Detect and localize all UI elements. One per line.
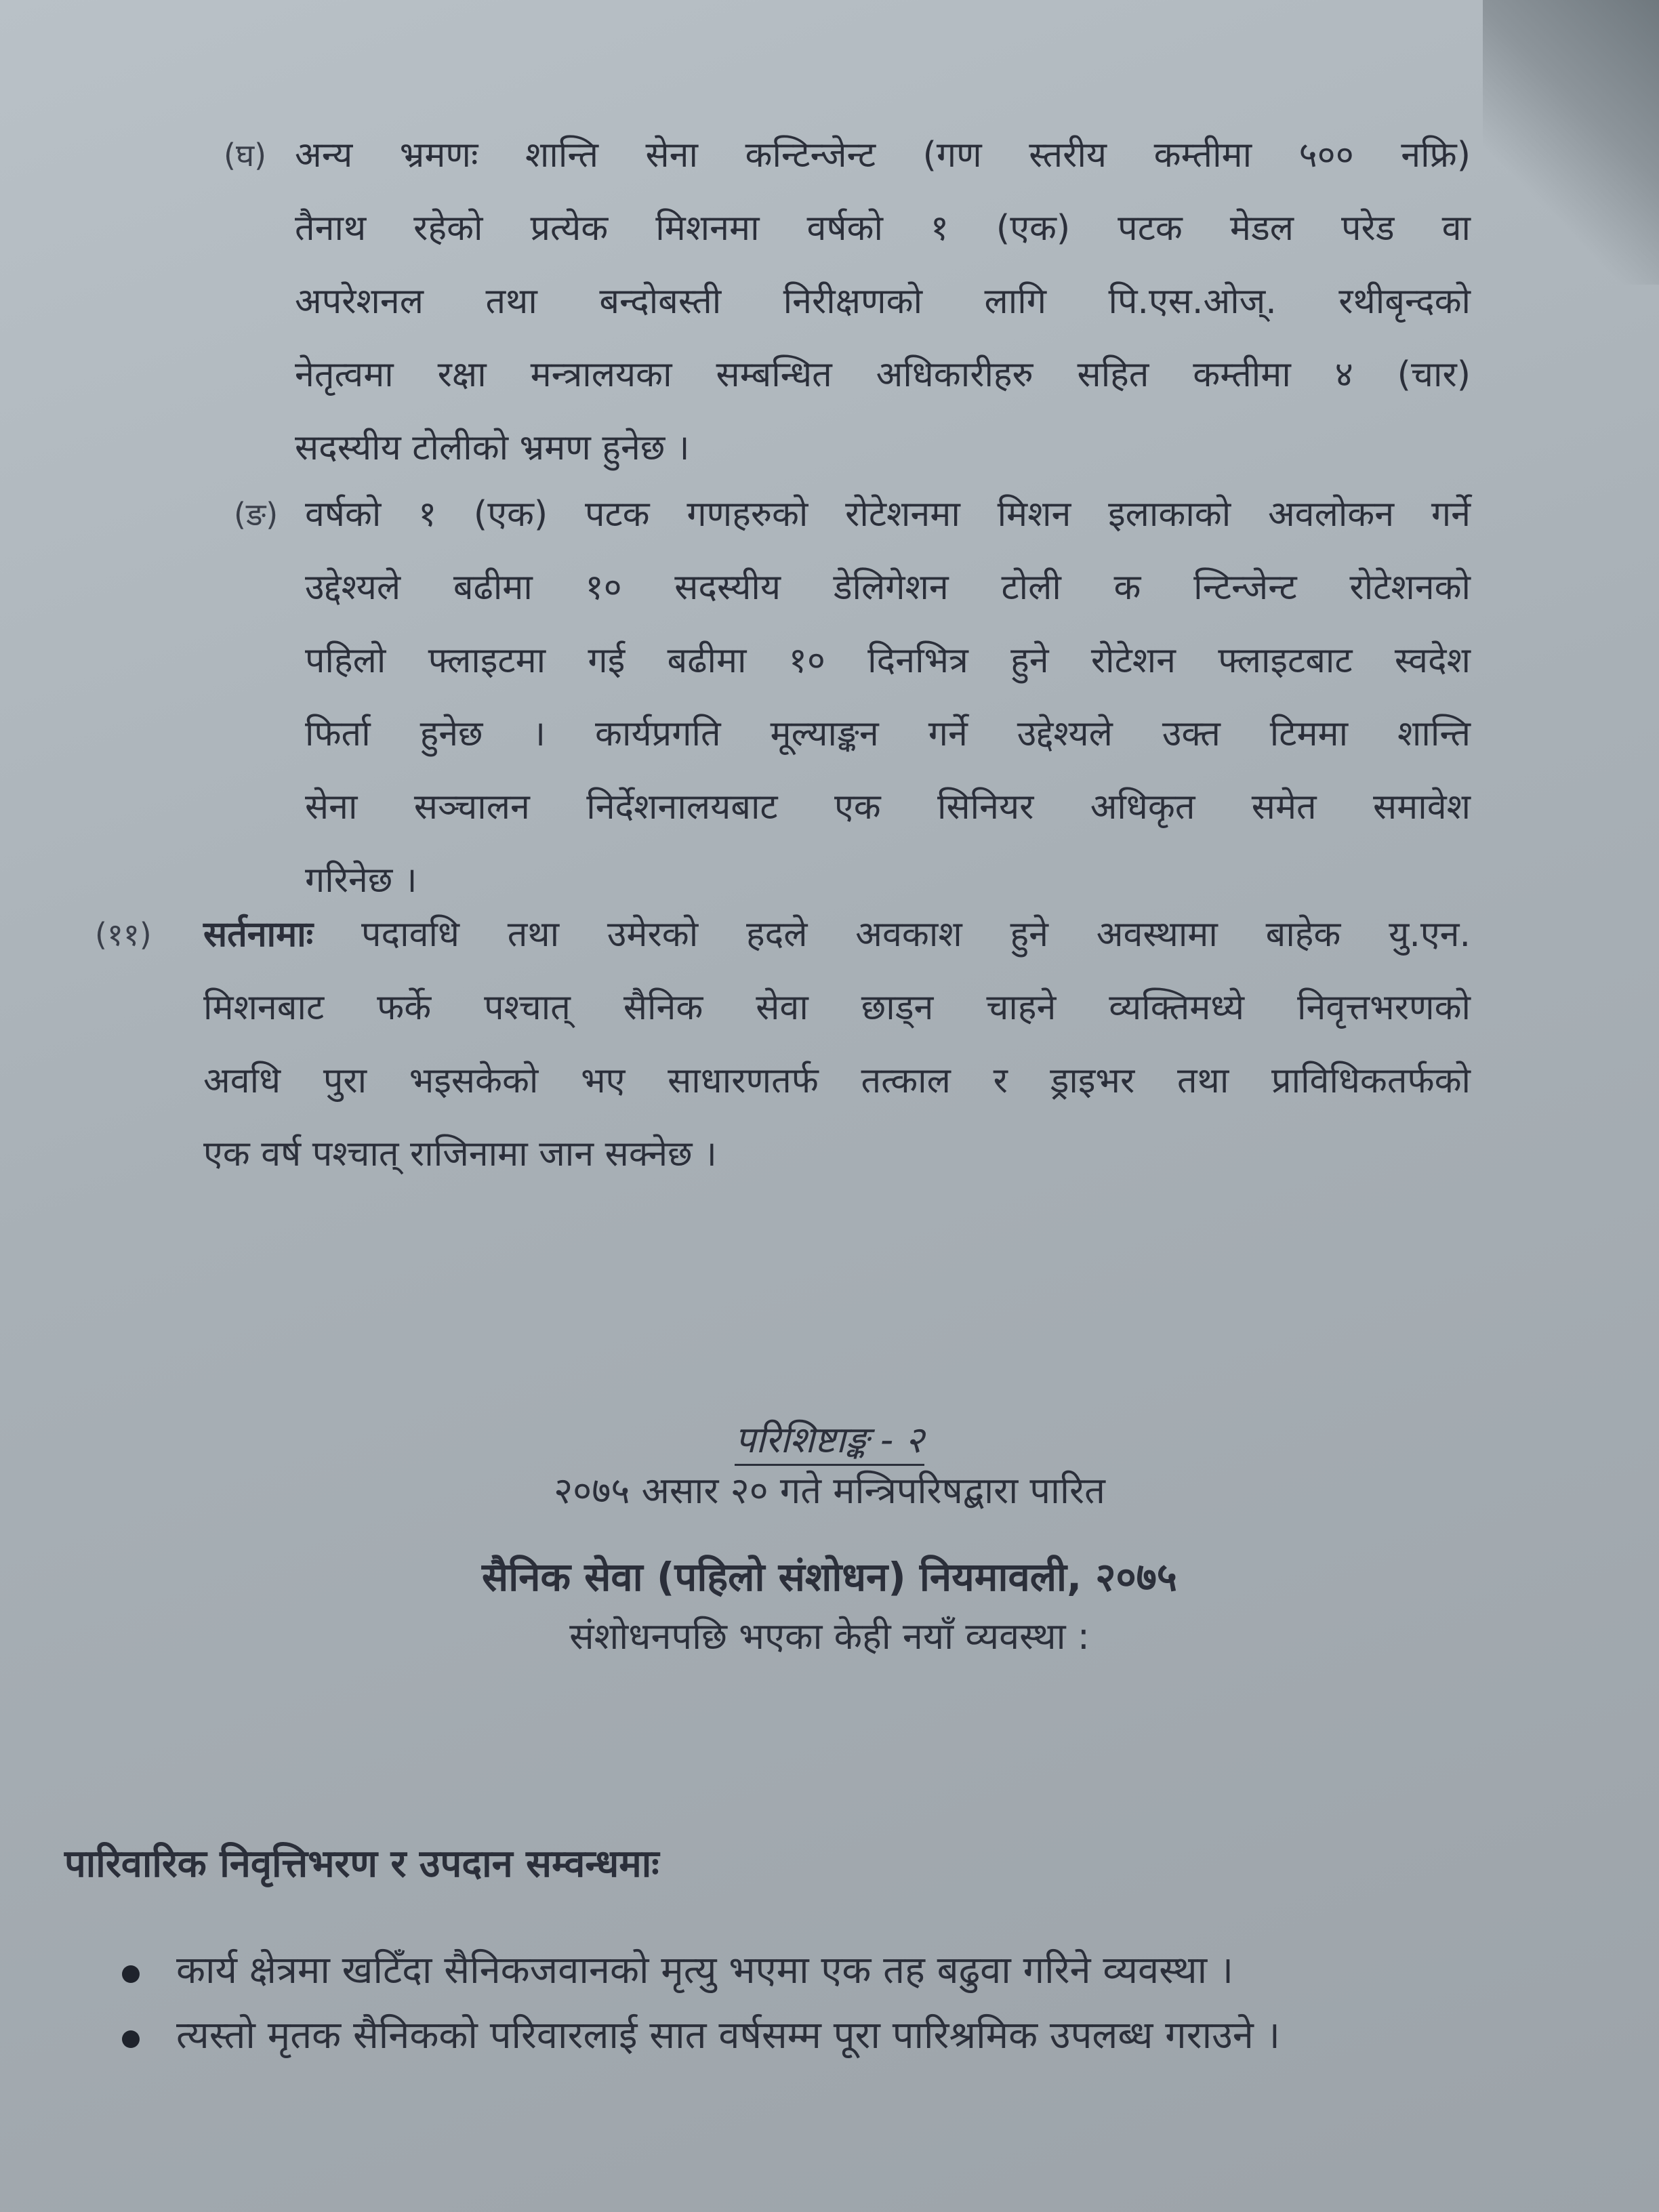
item-nga-line: फिर्ता हुनेछ । कार्यप्रगति मूल्याङ्कन गर्ने उद्देश्यले उक्त टिममा शान्ति [305, 714, 1471, 754]
approval-line: २०७५ असार २० गते मन्त्रिपरिषद्बारा पारित [554, 1469, 1105, 1512]
item-gha-marker: (घ) [224, 137, 267, 173]
list-item-text: कार्य क्षेत्रमा खटिँदा सैनिकजवानको मृत्यु भएमा एक तह बढुवा गरिने व्यवस्था । [176, 1948, 1234, 1992]
item-gha-line: सदस्यीय टोलीको भ्रमण हुनेछ । [295, 428, 690, 468]
item-gha-line: अपरेशनल तथा बन्दोबस्ती निरीक्षणको लागि पि.एस.ओज्. रथीबृन्दको [295, 281, 1471, 322]
bullet-icon [122, 2030, 140, 2048]
clause-11-term: सर्तनामाः [203, 914, 314, 955]
list-item-text: त्यस्तो मृतक सैनिकको परिवारलाई सात वर्षसम्म पूरा पारिश्रमिक उपलब्ध गराउने । [176, 2013, 1280, 2057]
item-gha-line: अन्य भ्रमणः शान्ति सेना कन्टिन्जेन्ट (गण स्तरीय कम्तीमा ५०० नफ्रि) [295, 135, 1471, 176]
item-nga-marker: (ङ) [234, 496, 279, 533]
item-nga-paragraph [305, 478, 1471, 917]
clause-11-paragraph [203, 898, 1471, 1191]
item-nga-line: गरिनेछ । [305, 860, 417, 901]
clause-11-first-line-text: पदावधि तथा उमेरको हदले अवकाश हुने अवस्थामा बाहेक यु.एन. [361, 914, 1471, 955]
clause-11-first-line [203, 898, 1471, 971]
item-gha-paragraph [295, 119, 1471, 485]
clause-11-line: अवधि पुरा भइसकेको भए साधारणतर्फ तत्काल र ड्राइभर तथा प्राविधिकतर्फको [203, 1061, 1471, 1101]
annex-title-text: परिशिष्टाङ्क - २ [735, 1418, 924, 1466]
clause-11-line: मिशनबाट फर्के पश्चात् सैनिक सेवा छाड्न चाहने व्यक्तिमध्ये निवृत्तभरणको [203, 987, 1471, 1028]
clause-11-line: एक वर्ष पश्चात् राजिनामा जान सक्नेछ । [203, 1134, 717, 1174]
list-item [115, 2003, 1504, 2068]
item-nga-line: वर्षको १ (एक) पटक गणहरुको रोटेशनमा मिशन इलाकाको अवलोकन गर्ने [305, 494, 1471, 535]
item-gha-line: नेतृत्वमा रक्षा मन्त्रालयका सम्बन्धित अधिकारीहरु सहित कम्तीमा ४ (चार) [295, 354, 1471, 395]
item-nga-line: सेना सञ्चालन निर्देशनालयबाट एक सिनियर अधिकृत समेत समावेश [305, 787, 1471, 827]
bullet-list [115, 1938, 1504, 2068]
bullet-icon [122, 1965, 140, 1983]
rules-title: सैनिक सेवा (पहिलो संशोधन) नियमावली, २०७५ [482, 1554, 1177, 1600]
item-gha-line: तैनाथ रहेको प्रत्येक मिशनमा वर्षको १ (एक) पटक मेडल परेड वा [295, 208, 1471, 249]
rules-subtitle: संशोधनपछि भएका केही नयाँ व्यवस्था : [569, 1615, 1090, 1658]
clause-11-marker: (११) [95, 916, 152, 953]
item-nga-line: उद्देश्यले बढीमा १० सदस्यीय डेलिगेशन टोली क न्टिन्जेन्ट रोटेशनको [305, 567, 1471, 608]
list-item [115, 1938, 1504, 2003]
item-nga-line: पहिलो फ्लाइटमा गई बढीमा १० दिनभित्र हुने रोटेशन फ्लाइटबाट स्वदेश [305, 640, 1471, 681]
annex-title [0, 1413, 1659, 1463]
section-heading: पारिवारिक निवृत्तिभरण र उपदान सम्वन्धमाः [64, 1842, 659, 1886]
